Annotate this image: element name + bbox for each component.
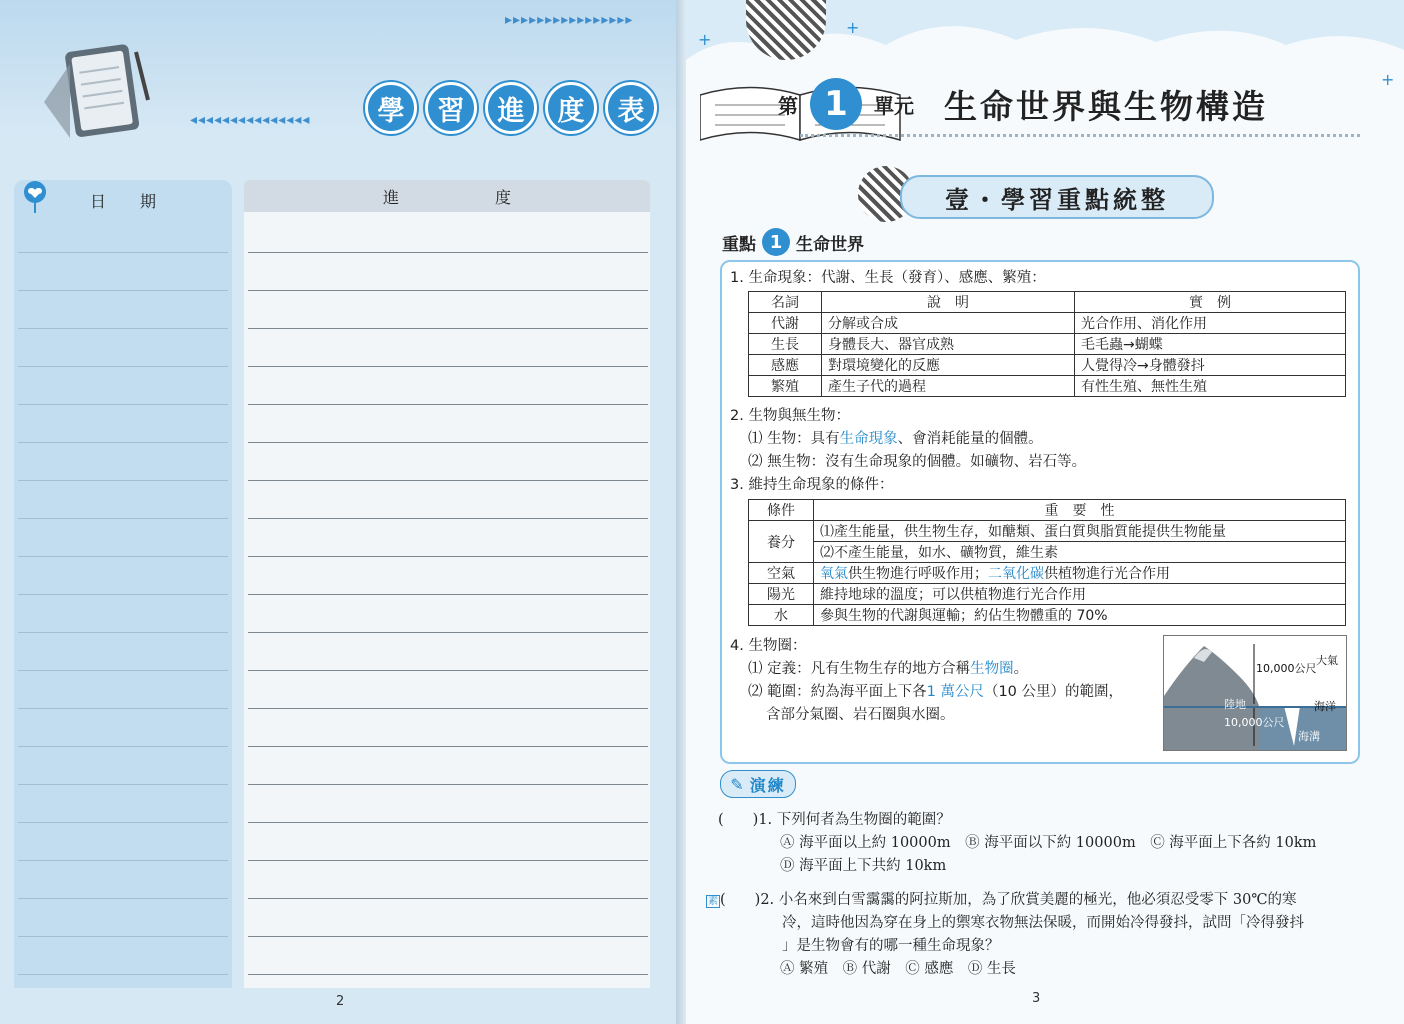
- item-2-line-2: ⑵ 無生物：沒有生命現象的個體。如礦物、岩石等。: [748, 454, 1087, 470]
- table-cell: 有性生殖、無性生殖: [1075, 376, 1346, 397]
- life-phenomena-table: [748, 291, 1346, 397]
- table-header-row: [749, 292, 1346, 313]
- table-cell: 身體長大、器官成熟: [822, 334, 1075, 355]
- arrow-decoration-left: ◂◂◂◂◂◂◂◂◂◂◂◂◂◂◂: [190, 112, 311, 128]
- date-writing-lines: [18, 215, 228, 985]
- key-point-heading: [722, 228, 864, 256]
- table-cell: 感應: [749, 355, 822, 376]
- left-page: [0, 0, 686, 1024]
- diagram-label-atmosphere: 大氣: [1316, 654, 1338, 667]
- item-3-heading: 3. 維持生命現象的條件：: [730, 477, 894, 493]
- title-char: 表: [605, 82, 657, 134]
- progress-header-char: 進: [382, 187, 399, 207]
- page-number-right: 3: [1032, 991, 1041, 1006]
- item-2-line-1: [748, 427, 1043, 448]
- highlight-term: 二氧化碳: [988, 566, 1044, 582]
- diagram-label-depth: 10,000公尺: [1224, 716, 1285, 729]
- progress-column-header: [244, 180, 650, 212]
- table-row: [749, 584, 1346, 605]
- item-4-definition: [748, 657, 1028, 678]
- table-cell: 水: [749, 605, 814, 626]
- page-number-left: 2: [336, 994, 345, 1009]
- question-2-options: Ⓐ 繁殖 Ⓑ 代謝 Ⓒ 感應 Ⓓ 生長: [780, 961, 1016, 977]
- highlight-term: 1 萬公尺: [926, 684, 984, 700]
- notebook-icon: [40, 40, 150, 150]
- key-point-number-badge: 1: [762, 228, 790, 256]
- answer-blank[interactable]: ( ): [720, 892, 761, 908]
- text-fragment: 供植物進行光合作用: [1044, 566, 1170, 582]
- item-4-range: [748, 680, 1123, 701]
- title-char: 習: [425, 82, 477, 134]
- plus-decoration: +: [1381, 70, 1395, 89]
- table-cell: 空氣: [749, 563, 814, 584]
- table-row: [749, 334, 1346, 355]
- table-row: [749, 376, 1346, 397]
- progress-table-title: [365, 82, 657, 134]
- table-cell: ⑴產生能量，供生物生存，如醣類、蛋白質與脂質能提供生物能量: [814, 521, 1346, 542]
- plus-decoration: +: [846, 18, 860, 37]
- plus-decoration: +: [698, 30, 712, 49]
- diagram-label-altitude: 10,000公尺: [1256, 662, 1317, 675]
- question-text: 1. 下列何者為生物圈的範圍？: [758, 812, 951, 828]
- answer-blank[interactable]: ( ): [718, 812, 759, 828]
- key-point-prefix: 重點: [722, 234, 756, 255]
- table-row: [749, 563, 1346, 584]
- table-header-cell: 名詞: [749, 292, 822, 313]
- title-char: 學: [365, 82, 417, 134]
- title-char: 進: [485, 82, 537, 134]
- text-fragment: 。: [1013, 661, 1029, 677]
- table-row: [749, 542, 1346, 563]
- key-point-title: 生命世界: [796, 234, 864, 255]
- unit-suffix: 單元: [874, 93, 914, 118]
- item-4-range-line-2: 含部分氣圈、岩石圈與水圈。: [766, 707, 955, 723]
- date-column-header: [14, 180, 232, 220]
- pencil-icon: ✎: [730, 774, 746, 794]
- question-1-options-2: Ⓓ 海平面上下共約 10km: [780, 858, 947, 874]
- item-4-heading: 4. 生物圈：: [730, 638, 807, 654]
- item-1-heading: 1. 生命現象：代謝、生長（發育）、感應、繁殖：: [730, 270, 1046, 286]
- unit-title: 生命世界與生物構造: [944, 86, 1268, 126]
- table-row: [749, 605, 1346, 626]
- unit-number-badge: 1: [810, 78, 862, 130]
- question-2: [706, 888, 1297, 909]
- table-cell: 產生子代的過程: [822, 376, 1075, 397]
- date-header-char: 日: [89, 191, 106, 211]
- table-cell: 養分: [749, 521, 814, 563]
- text-fragment: 、會消耗能量的個體。: [897, 431, 1043, 447]
- exercise-label: [720, 770, 796, 798]
- biosphere-diagram: [1163, 635, 1347, 751]
- question-text: 2. 小名來到白雪靄靄的阿拉斯加，為了欣賞美麗的極光，他必須忍受零下 30℃的寒: [760, 892, 1297, 908]
- highlight-term: 生命現象: [839, 431, 898, 447]
- table-cell: 毛毛蟲→蝴蝶: [1075, 334, 1346, 355]
- highlight-term: 生物圈: [970, 661, 1014, 677]
- table-cell: 維持地球的溫度；可以供植物進行光合作用: [814, 584, 1346, 605]
- text-fragment: 供生物進行呼吸作用；: [848, 566, 988, 582]
- arrow-decoration-top: ▸▸▸▸▸▸▸▸▸▸▸▸▸▸▸▸: [505, 12, 634, 28]
- table-cell: 代謝: [749, 313, 822, 334]
- table-header-row: [749, 500, 1346, 521]
- literacy-tag-icon: 素: [708, 896, 718, 907]
- progress-header-char: 度: [495, 187, 512, 207]
- diagram-label-trench: 海溝: [1298, 730, 1320, 743]
- diagram-label-ocean: 海洋: [1314, 700, 1336, 713]
- question-2-line-2: 冷，這時他因為穿在身上的禦寒衣物無法保暖，而開始冷得發抖，試問「冷得發抖: [782, 915, 1304, 931]
- table-cell: 生長: [749, 334, 822, 355]
- table-header-cell: 說 明: [822, 292, 1075, 313]
- table-row: [749, 355, 1346, 376]
- unit-prefix: 第: [778, 93, 798, 118]
- text-fragment: ⑵ 範圍：約為海平面上下各: [748, 684, 927, 700]
- table-cell: 光合作用、消化作用: [1075, 313, 1346, 334]
- table-cell: ⑵不產生能量，如水、礦物質，維生素: [814, 542, 1346, 563]
- diagram-label-land: 陸地: [1224, 698, 1246, 711]
- exercise-label-text: 演練: [749, 775, 786, 795]
- table-row: [749, 521, 1346, 542]
- progress-writing-lines: [248, 215, 648, 985]
- date-header-char: 期: [140, 191, 157, 211]
- table-header-cell: 實 例: [1075, 292, 1346, 313]
- text-fragment: （10 公里）的範圍，: [983, 684, 1124, 700]
- life-conditions-table: [748, 499, 1346, 626]
- table-header-cell: 重 要 性: [814, 500, 1346, 521]
- item-2-heading: 2. 生物與無生物：: [730, 408, 850, 424]
- table-cell: 參與生物的代謝與運輸；約佔生物體重的 70%: [814, 605, 1346, 626]
- table-cell: 對環境變化的反應: [822, 355, 1075, 376]
- question-1: [718, 808, 951, 829]
- text-fragment: ⑴ 定義：凡有生物生存的地方合稱: [748, 661, 971, 677]
- table-cell: 人覺得冷→身體發抖: [1075, 355, 1346, 376]
- table-cell: 分解或合成: [822, 313, 1075, 334]
- title-char: 度: [545, 82, 597, 134]
- table-cell: [814, 563, 1346, 584]
- unit-heading: [778, 78, 1268, 130]
- question-2-line-3: 」是生物會有的哪一種生命現象？: [782, 938, 1000, 954]
- table-cell: 繁殖: [749, 376, 822, 397]
- text-fragment: ⑴ 生物：具有: [748, 431, 840, 447]
- table-cell: 陽光: [749, 584, 814, 605]
- highlight-term: 氧氣: [820, 566, 848, 582]
- table-header-cell: 條件: [749, 500, 814, 521]
- question-1-options: Ⓐ 海平面以上約 10000m Ⓑ 海平面以下約 10000m Ⓒ 海平面上下各約 10km: [780, 835, 1317, 851]
- table-row: [749, 313, 1346, 334]
- dotted-divider: [800, 134, 1360, 137]
- section-title: 壹・學習重點統整: [900, 175, 1214, 219]
